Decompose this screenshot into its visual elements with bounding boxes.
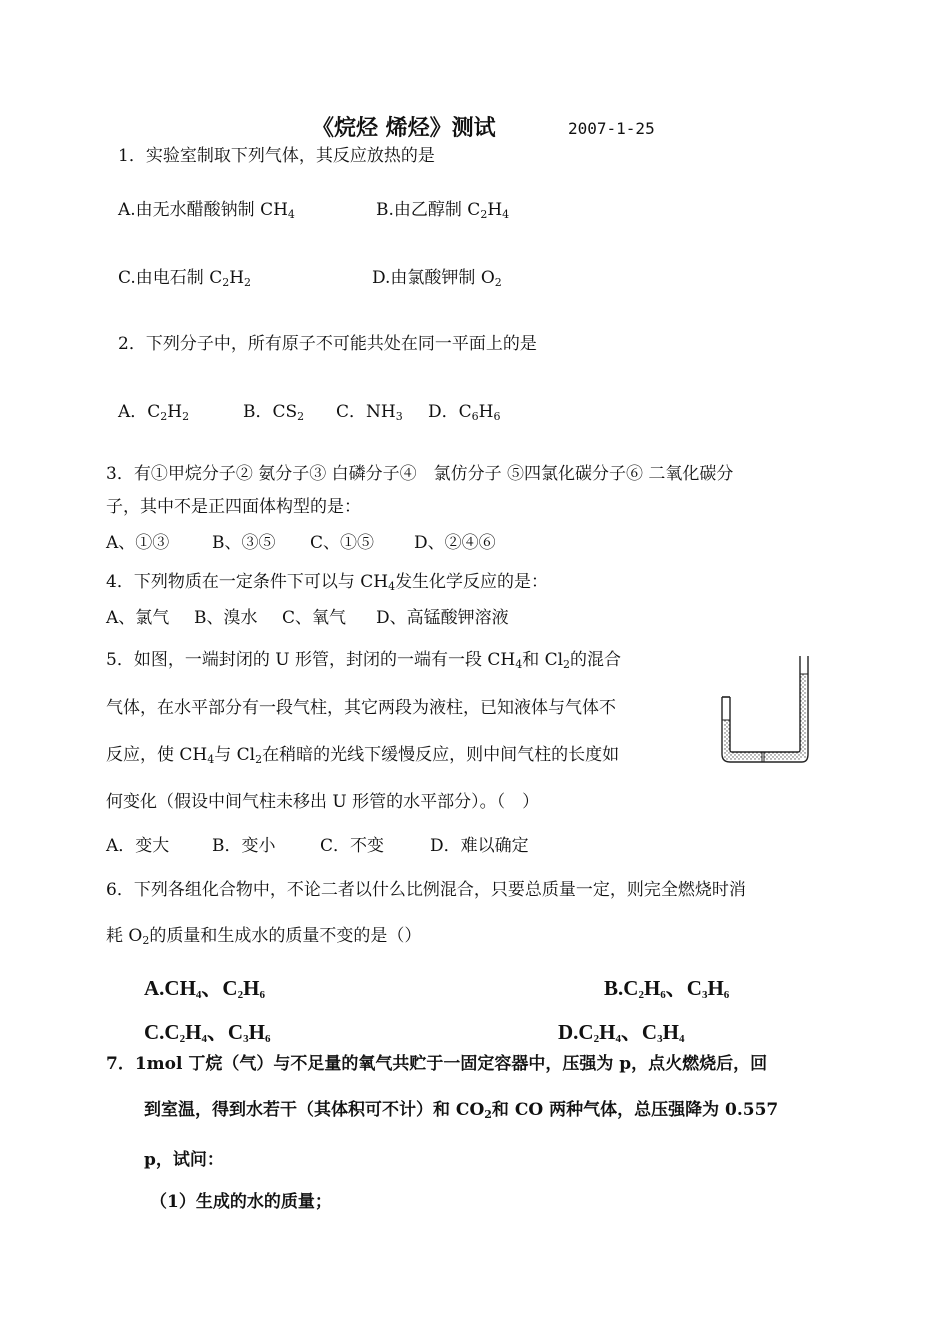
q4-option-c: C、氧气 xyxy=(282,608,347,628)
q2-stem: 2．下列分子中，所有原子不可能共处在同一平面上的是 xyxy=(118,334,537,354)
q7-subquestion-1: （1）生成的水的质量； xyxy=(150,1192,332,1212)
test-date: 2007-1-25 xyxy=(568,119,655,138)
q4-stem: 4．下列物质在一定条件下可以与 $CH_4$发生化学反应的是： xyxy=(106,572,549,593)
q3-stem-line2: 子，其中不是正四面体构型的是： xyxy=(106,497,361,517)
q6-option-d: $D.C_2H_4$、$C_3H_4$ xyxy=(558,1020,685,1045)
q3-stem-line1: 3．有①甲烷分子② 氨分子③ 白磷分子④ 氯仿分子 ⑤四氯化碳分子⑥ 二氧化碳分 xyxy=(106,464,734,484)
q5-stem-line3: 反应，使 $CH_4$与 $Cl_2$在稍暗的光线下缓慢反应，则中间气柱的长度如 xyxy=(106,745,620,766)
q2-option-c: C．$NH_3$ xyxy=(336,402,403,423)
q1-option-d: D.由氯酸钾制 $O_2$ xyxy=(372,268,502,289)
q1-option-a: A.由无水醋酸钠制 $CH_4$ xyxy=(118,200,295,221)
q2-option-a: A．$C_2H_2$ xyxy=(118,402,190,423)
q4-option-d: D、高锰酸钾溶液 xyxy=(376,608,509,628)
q6-option-a: $A.CH_4$、$C_2H_6$ xyxy=(144,976,265,1001)
q4-option-b: B、溴水 xyxy=(194,608,258,628)
q5-option-b: B．变小 xyxy=(212,836,276,856)
right-liquid-column xyxy=(800,674,806,758)
q3-option-b: B、③⑤ xyxy=(212,533,276,553)
q4-option-a: A、氯气 xyxy=(106,608,170,628)
u-tube-diagram xyxy=(716,652,816,772)
q1-option-b: B.由乙醇制 $C_2H_4$ xyxy=(376,200,510,221)
q5-option-a: A．变大 xyxy=(106,836,170,856)
q7-stem-line1: 7．1mol 丁烷（气）与不足量的氧气共贮于一固定容器中，压强为 p，点火燃烧后，回 xyxy=(106,1054,768,1074)
q2-option-b: B．$CS_2$ xyxy=(243,402,305,423)
q6-option-c: $C.C_2H_4$、$C_3H_6$ xyxy=(144,1020,271,1045)
q6-option-b: $B.C_2H_6$、$C_3H_6$ xyxy=(604,976,730,1001)
q1-stem: 1．实验室制取下列气体，其反应放热的是 xyxy=(118,146,435,166)
page-title: 《烷烃 烯烃》测试 xyxy=(312,115,496,141)
q1-option-c: C.由电石制 $C_2H_2$ xyxy=(118,268,252,289)
q5-stem-line1: 5．如图，一端封闭的 U 形管，封闭的一端有一段 $CH_4$和 $Cl_2$的混合 xyxy=(106,650,622,671)
q6-stem-line2: 耗 $O_2$的质量和生成水的质量不变的是（） xyxy=(106,926,422,947)
q2-option-d: D．$C_6H_6$ xyxy=(428,402,501,423)
q5-stem-line4: 何变化（假设中间气柱未移出 U 形管的水平部分）。（ ） xyxy=(106,792,540,812)
bottom-right-liquid xyxy=(764,752,800,760)
q5-option-d: D．难以确定 xyxy=(430,836,529,856)
q3-option-c: C、①⑤ xyxy=(310,533,375,553)
q5-option-c: C．不变 xyxy=(320,836,385,856)
q3-option-a: A、①③ xyxy=(106,533,170,553)
q5-stem-line2: 气体，在水平部分有一段气柱，其它两段为液柱，已知液体与气体不 xyxy=(106,698,616,718)
q7-stem-line2: 到室温，得到水若干（其体积可不计）和 $CO_2$和 CO 两种气体，总压强降为 0.557 xyxy=(144,1100,779,1121)
q7-stem-line3: p，试问： xyxy=(144,1150,224,1170)
bottom-left-liquid xyxy=(726,752,762,760)
q6-stem-line1: 6．下列各组化合物中，不论二者以什么比例混合，只要总质量一定，则完全燃烧时消 xyxy=(106,880,746,900)
q3-option-d: D、②④⑥ xyxy=(414,533,496,553)
